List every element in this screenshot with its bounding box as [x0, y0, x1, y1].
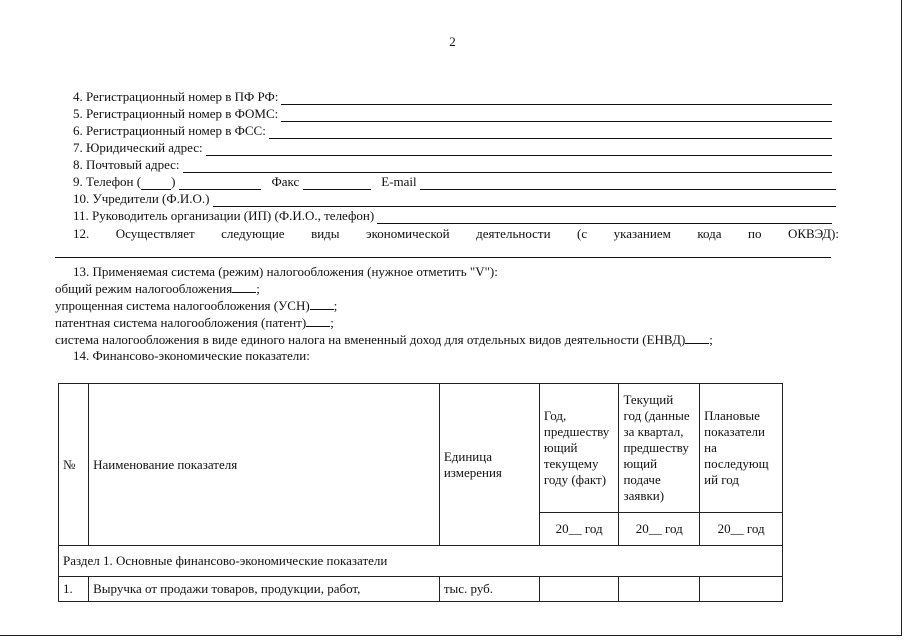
tax-option-envd	[55, 331, 713, 348]
item-12-word: указанием	[613, 226, 671, 241]
field-fss-label: 6. Регистрационный номер в ФСС:	[73, 123, 266, 138]
separator: ;	[333, 298, 338, 313]
header-unit-line: измерения	[443, 464, 502, 480]
header-number: №	[59, 384, 89, 546]
separator: ;	[709, 332, 713, 347]
separator: ;	[256, 281, 260, 296]
field-fss-blank[interactable]	[269, 126, 832, 139]
header-line: Текущий	[623, 392, 674, 407]
item-12-word: по	[748, 226, 762, 241]
header-planned-year	[700, 384, 783, 513]
header-line: предшеству	[543, 424, 610, 439]
year-previous[interactable]: 20__ год	[539, 513, 619, 546]
field-legal-address	[73, 140, 832, 156]
header-line: предшеству	[623, 440, 689, 455]
page-edge-right	[901, 0, 902, 636]
header-unit-line: Единица	[443, 448, 492, 464]
field-founders-blank[interactable]	[213, 194, 836, 207]
item-12-word: виды	[311, 226, 340, 241]
item-12-word: экономической	[366, 226, 450, 241]
item-12-word: 12.	[73, 226, 90, 241]
item-14-title: 14. Финансово-экономические показатели:	[73, 348, 310, 363]
tax-option-patent-mark[interactable]	[306, 314, 330, 327]
header-line: заявки)	[623, 488, 665, 503]
field-email-label: E-mail	[381, 174, 417, 189]
field-foms-blank[interactable]	[281, 109, 832, 122]
field-pf-blank[interactable]	[281, 92, 832, 105]
separator: ;	[330, 315, 334, 330]
item-12-word: Осуществляет	[115, 226, 195, 241]
row-value-current[interactable]	[619, 577, 700, 602]
field-director-blank[interactable]	[377, 211, 832, 224]
row-number: 1.	[59, 577, 89, 602]
table-header-row	[59, 384, 783, 513]
header-current-year	[619, 384, 700, 513]
item-12-word: ОКВЭД):	[787, 226, 839, 241]
tax-option-general-mark[interactable]	[232, 280, 256, 293]
field-fss-registration	[73, 123, 832, 139]
header-line: за квартал,	[623, 424, 684, 439]
header-unit	[439, 384, 539, 546]
header-line: показатели	[704, 424, 765, 439]
field-legal-address-label: 7. Юридический адрес:	[73, 140, 203, 155]
field-foms-registration	[73, 106, 832, 122]
table-section-row	[59, 546, 783, 577]
field-founders-label: 10. Учредители (Ф.И.О.)	[73, 191, 210, 206]
tax-option-envd-mark[interactable]	[685, 331, 709, 344]
tax-option-usn-label: упрощенная система налогообложения (УСН)	[55, 298, 310, 313]
page-edge-bottom	[0, 635, 902, 636]
header-line: год (данные	[623, 408, 690, 423]
item-12-word: деятельности	[476, 226, 551, 241]
tax-option-usn-mark[interactable]	[310, 297, 334, 310]
field-phone-close: )	[171, 174, 176, 189]
row-unit: тыс. руб.	[439, 577, 539, 602]
item-12-word: (с	[577, 226, 588, 241]
tax-option-patent-label: патентная система налогообложения (патент)	[55, 315, 307, 330]
row-value-planned[interactable]	[700, 577, 783, 602]
header-line: Год,	[543, 408, 567, 423]
header-line: ющий	[543, 440, 578, 455]
tax-option-usn	[55, 297, 337, 314]
financial-indicators-table	[58, 383, 783, 602]
field-email-blank[interactable]	[420, 177, 836, 190]
year-current[interactable]: 20__ год	[619, 513, 700, 546]
header-line: подаче	[623, 472, 661, 487]
header-line: Плановые	[704, 408, 760, 423]
field-fax-blank[interactable]	[303, 177, 371, 190]
item-12-activities	[73, 226, 839, 242]
header-line: ий год	[704, 472, 740, 487]
item-13-title: 13. Применяемая система (режим) налогообложения (нужное отметить "V"):	[73, 264, 498, 279]
item-12-word: кода	[697, 226, 722, 241]
tax-option-patent	[55, 314, 334, 331]
page-number: 2	[449, 34, 456, 49]
field-pf-registration	[73, 89, 832, 105]
field-director-label: 11. Руководитель организации (ИП) (Ф.И.О., телефон)	[73, 208, 375, 223]
table-row	[59, 577, 783, 602]
header-line: на	[704, 440, 717, 455]
field-legal-address-blank[interactable]	[206, 143, 832, 156]
tax-option-general-label: общий режим налогообложения	[55, 281, 233, 296]
header-line: текущему	[543, 456, 599, 471]
field-postal-address-blank[interactable]	[183, 160, 832, 173]
item-12-answer-line[interactable]	[55, 257, 831, 258]
header-line: году (факт)	[543, 472, 607, 487]
field-phone-label: 9. Телефон (	[73, 174, 142, 189]
header-line: ющий	[623, 456, 658, 471]
field-founders	[73, 191, 836, 207]
field-pf-label: 4. Регистрационный номер в ПФ РФ:	[73, 89, 279, 104]
row-indicator-name: Выручка от продажи товаров, продукции, работ,	[89, 577, 440, 602]
field-foms-label: 5. Регистрационный номер в ФОМС:	[73, 106, 279, 121]
item-12-word: следующие	[221, 226, 285, 241]
year-planned[interactable]: 20__ год	[700, 513, 783, 546]
header-line: последующ	[704, 456, 769, 471]
header-previous-year	[539, 384, 619, 513]
field-fax-label: Факс	[271, 174, 300, 189]
section-1-title: Раздел 1. Основные финансово-экономические показатели	[59, 546, 783, 577]
field-postal-address	[73, 157, 832, 173]
field-phone-blank[interactable]	[179, 177, 261, 190]
tax-option-general	[55, 280, 260, 297]
header-indicator-name: Наименование показателя	[89, 384, 440, 546]
field-postal-address-label: 8. Почтовый адрес:	[73, 157, 180, 172]
field-phone-code-blank[interactable]	[141, 177, 171, 190]
field-director	[73, 208, 832, 224]
row-value-previous[interactable]	[539, 577, 619, 602]
field-contacts	[73, 174, 836, 190]
tax-option-envd-label: система налогообложения в виде единого налога на вмененный доход для отдельных видов деятельности (ЕНВД)	[55, 332, 686, 347]
